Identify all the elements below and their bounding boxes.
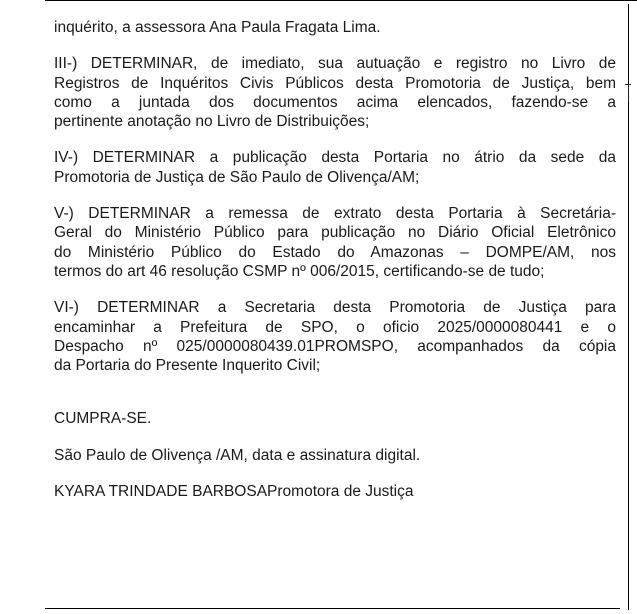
- text-line: V-) DETERMINAR a remessa de extrato desta Portaria à Secretária-: [54, 205, 616, 223]
- paragraph-item-vi: [54, 298, 616, 375]
- text-line: encaminhar a Prefeitura de SPO, o oficio 2025/0000080441 e o: [54, 318, 616, 336]
- text-line: Promotoria de Justiça de São Paulo de Olivença/AM;: [54, 168, 420, 186]
- paragraph-intro: [54, 18, 616, 37]
- top-border-line: [45, 0, 637, 1]
- text-line: pertinente anotação no Livro de Distribuições;: [54, 113, 370, 131]
- bottom-border-line: [45, 608, 620, 609]
- paragraph-item-iv: [54, 148, 616, 187]
- place-date-text: São Paulo de Olivença /AM, data e assinatura digital.: [54, 446, 421, 464]
- text-line: IV-) DETERMINAR a publicação desta Portaria no átrio da sede da: [54, 149, 616, 167]
- edge-mark: [625, 84, 631, 106]
- text-line: Geral do Ministério Público para publicação no Diário Oficial Eletrônico: [54, 224, 616, 242]
- text-line: Despacho nº 025/0000080439.01PROMSPO, acompanhados da cópia: [54, 337, 616, 355]
- text-line: termos do art 46 resolução CSMP nº 006/2015, certificando-se de tudo;: [54, 262, 545, 280]
- signature-text: KYARA TRINDADE BARBOSAPromotora de Justiça: [54, 483, 414, 501]
- text-line: inquérito, a assessora Ana Paula Fragata Lima.: [54, 19, 381, 36]
- paragraph-item-v: [54, 204, 616, 281]
- paragraph-item-iii: [54, 54, 616, 131]
- cumpra-se-line: [54, 409, 616, 428]
- text-line: da Portaria do Presente Inquerito Civil;: [54, 357, 321, 375]
- place-date-line: [54, 446, 616, 465]
- signature-line: [54, 482, 616, 501]
- document-body: [54, 18, 616, 501]
- text-line: como a juntada dos documentos acima elencados, fazendo-se a: [54, 93, 616, 111]
- text-line: do Ministério Público do Estado do Amazonas – DOMPE/AM, nos: [54, 243, 616, 261]
- text-line: III-) DETERMINAR, de imediato, sua autuação e registro no Livro de: [54, 55, 616, 73]
- cumpra-se-text: CUMPRA-SE.: [54, 410, 152, 428]
- text-line: Registros de Inquéritos Civis Públicos desta Promotoria de Justiça, bem: [54, 74, 616, 92]
- text-line: VI-) DETERMINAR a Secretaria desta Promotoria de Justiça para: [54, 299, 616, 317]
